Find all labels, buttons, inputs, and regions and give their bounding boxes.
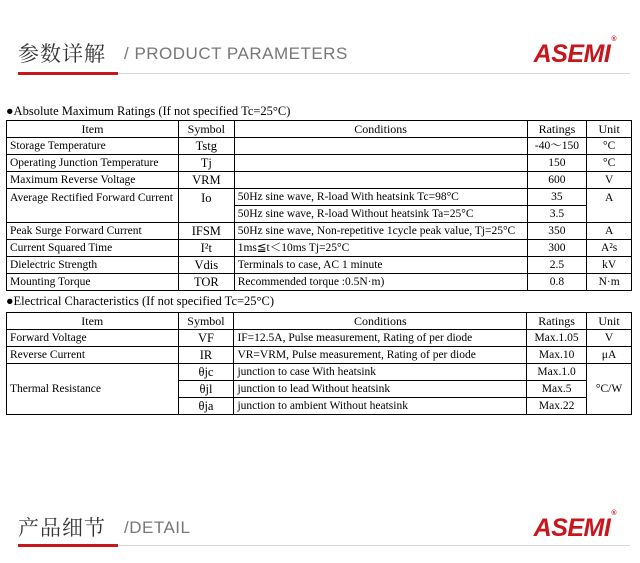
column-header: Conditions [234, 121, 527, 138]
rating-cell: 3.5 [527, 206, 587, 223]
registered-mark: ® [611, 35, 616, 43]
rating-cell: 0.8 [527, 274, 587, 291]
symbol-cell: θjl [178, 381, 234, 398]
item-cell: Current Squared Time [7, 240, 179, 257]
section-title-cn: 产品细节 [18, 516, 106, 540]
table-row [7, 347, 632, 364]
rating-cell: Max.10 [527, 347, 587, 364]
unit-cell: °C/W [587, 364, 632, 415]
conditions-cell [234, 138, 527, 155]
symbol-cell: I²t [178, 240, 234, 257]
symbol-cell: Tstg [178, 138, 234, 155]
unit-cell: °C [587, 155, 632, 172]
absolute-ratings-table [6, 120, 632, 291]
column-header: Ratings [527, 121, 587, 138]
conditions-cell [234, 172, 527, 189]
conditions-cell: Recommended torque :0.5N·m) [234, 274, 527, 291]
symbol-cell: θja [178, 398, 234, 415]
item-cell: Dielectric Strength [7, 257, 179, 274]
table-header-row [7, 121, 632, 138]
unit-cell: N·m [587, 274, 632, 291]
product-detail-header [0, 506, 640, 550]
unit-cell: kV [587, 257, 632, 274]
symbol-cell: Tj [178, 155, 234, 172]
rating-cell: Max.1.05 [527, 330, 587, 347]
column-header: Unit [587, 121, 632, 138]
item-cell: Average Rectified Forward Current [7, 189, 179, 223]
title-divider [118, 545, 630, 546]
conditions-cell: IF=12.5A, Pulse measurement, Rating of per diode [234, 330, 527, 347]
rating-cell: Max.5 [527, 381, 587, 398]
item-cell: Mounting Torque [7, 274, 179, 291]
electrical-characteristics-table [6, 312, 632, 415]
table-row [7, 274, 632, 291]
asemi-logo: ASEMI® [533, 509, 616, 542]
section-title-en: /DETAIL [124, 518, 191, 537]
symbol-cell: IR [178, 347, 234, 364]
unit-cell: °C [587, 138, 632, 155]
conditions-cell: 1ms≦t＜10ms Tj=25°C [234, 240, 527, 257]
conditions-cell: junction to ambient Without heatsink [234, 398, 527, 415]
item-cell: Thermal Resistance [7, 364, 179, 415]
item-cell: Maximum Reverse Voltage [7, 172, 179, 189]
item-cell: Storage Temperature [7, 138, 179, 155]
unit-cell: A [587, 189, 632, 223]
table-row [7, 223, 632, 240]
conditions-cell: Terminals to case, AC 1 minute [234, 257, 527, 274]
rating-cell: 150 [527, 155, 587, 172]
table-row [7, 364, 632, 381]
conditions-cell: junction to case With heatsink [234, 364, 527, 381]
rating-cell: Max.22 [527, 398, 587, 415]
column-header: Conditions [234, 313, 527, 330]
item-cell: Forward Voltage [7, 330, 179, 347]
section-title-en: / PRODUCT PARAMETERS [124, 44, 348, 63]
title-divider [118, 73, 630, 74]
rating-cell: -40～150 [527, 138, 587, 155]
table-row [7, 257, 632, 274]
column-header: Item [7, 121, 179, 138]
rating-cell: 35 [527, 189, 587, 206]
conditions-cell: VR=VRM, Pulse measurement, Rating of per diode [234, 347, 527, 364]
conditions-cell: 50Hz sine wave, R-load Without heatsink Ta=25°C [234, 206, 527, 223]
column-header: Unit [587, 313, 632, 330]
symbol-cell: Vdis [178, 257, 234, 274]
rating-cell: 2.5 [527, 257, 587, 274]
table-row [7, 189, 632, 206]
conditions-cell [234, 155, 527, 172]
rating-cell: Max.1.0 [527, 364, 587, 381]
table-row [7, 155, 632, 172]
column-header: Item [7, 313, 179, 330]
item-cell: Peak Surge Forward Current [7, 223, 179, 240]
section-title-cn: 参数详解 [18, 42, 106, 66]
item-cell: Operating Junction Temperature [7, 155, 179, 172]
conditions-cell: junction to lead Without heatsink [234, 381, 527, 398]
registered-mark: ® [611, 509, 616, 517]
product-parameters-header [0, 32, 640, 76]
table-row [7, 138, 632, 155]
symbol-cell: Io [178, 189, 234, 223]
electrical-characteristics-title: ●Electrical Characteristics (If not specified Tc=25°C) [6, 294, 275, 308]
unit-cell: V [587, 330, 632, 347]
symbol-cell: TOR [178, 274, 234, 291]
symbol-cell: VRM [178, 172, 234, 189]
unit-cell: A [587, 223, 632, 240]
title-underline-accent [18, 544, 118, 547]
table-header-row [7, 313, 632, 330]
rating-cell: 350 [527, 223, 587, 240]
specification-sheet [6, 106, 632, 416]
absolute-ratings-title: ●Absolute Maximum Ratings (If not specified Tc=25°C) [6, 104, 291, 118]
rating-cell: 600 [527, 172, 587, 189]
symbol-cell: VF [178, 330, 234, 347]
unit-cell: A²s [587, 240, 632, 257]
unit-cell: μA [587, 347, 632, 364]
rating-cell: 300 [527, 240, 587, 257]
table-row [7, 330, 632, 347]
symbol-cell: θjc [178, 364, 234, 381]
item-cell: Reverse Current [7, 347, 179, 364]
table-row [7, 240, 632, 257]
title-underline-accent [18, 72, 118, 75]
conditions-cell: 50Hz sine wave, R-load With heatsink Tc=98°C [234, 189, 527, 206]
table-row [7, 172, 632, 189]
asemi-logo: ASEMI® [533, 35, 616, 68]
column-header: Ratings [527, 313, 587, 330]
conditions-cell: 50Hz sine wave, Non-repetitive 1cycle peak value, Tj=25°C [234, 223, 527, 240]
unit-cell: V [587, 172, 632, 189]
column-header: Symbol [178, 121, 234, 138]
column-header: Symbol [178, 313, 234, 330]
symbol-cell: IFSM [178, 223, 234, 240]
